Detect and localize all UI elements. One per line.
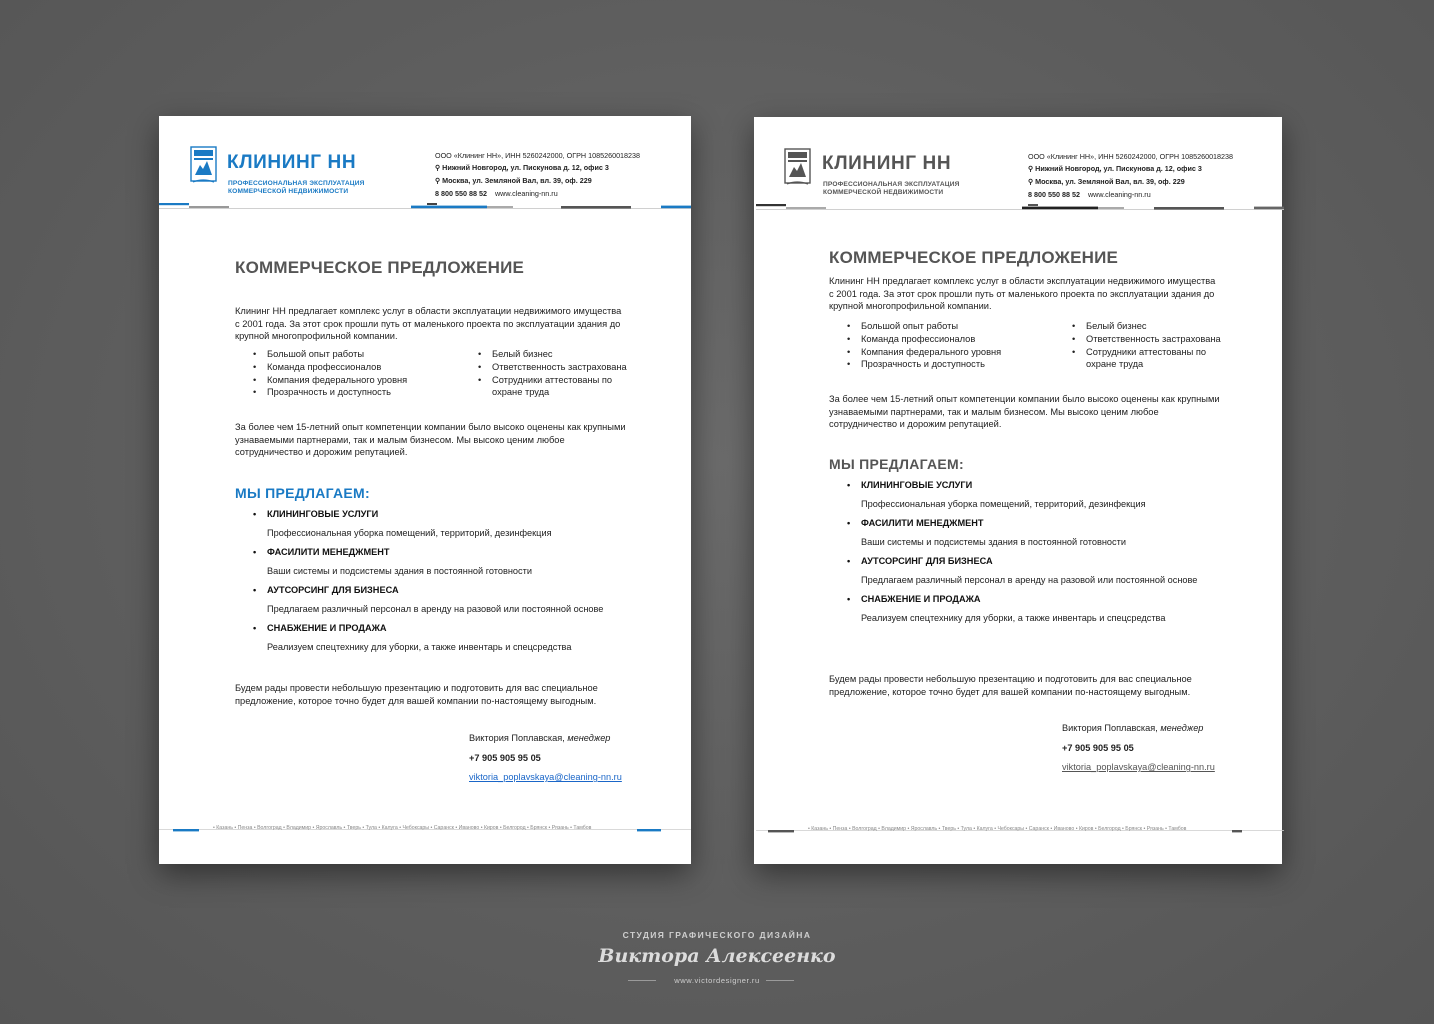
document-title: КОММЕРЧЕСКОЕ ПРЕДЛОЖЕНИЕ xyxy=(235,258,525,277)
experience-line: узнаваемыми партнерами, так и малым бизнесом. Мы высоко ценим любое xyxy=(829,406,1159,417)
studio-url: www.victordesigner.ru xyxy=(674,976,760,985)
studio-caption: СТУДИЯ ГРАФИЧЕСКОГО ДИЗАЙНА xyxy=(622,930,812,940)
closing-line: предложение, которое точно будет для вашей компании по-настоящему выгодным. xyxy=(235,695,597,706)
letterhead-sheet-grayscale xyxy=(754,117,1282,864)
offer-description: Предлагаем различный персонал в аренду на разовой или постоянной основе xyxy=(861,575,1198,585)
footer-cities: • Казань • Пенза • Волгоград • Владимир • Ярославль • Тверь • Тула • Калуга • Чебоксары • Саранск • Иваново • Киров • Белгород • Брянск • Рязань • Тамбов xyxy=(808,826,1187,832)
offer-title: • КЛИНИНГОВЫЕ УСЛУГИ xyxy=(251,509,671,522)
offer-description: Реализуем спецтехнику для уборки, а также инвентарь и спецсредства xyxy=(861,613,1166,623)
company-requisites-block xyxy=(1028,151,1278,201)
signer-name: Виктория Поплавская, xyxy=(469,733,565,743)
list-item: • Белый бизнес xyxy=(1070,320,1221,333)
offer-title: • АУТСОРСИНГ ДЛЯ БИЗНЕСА xyxy=(845,556,1265,569)
tagline-line: КОММЕРЧЕСКОЙ НЕДВИЖИМОСТИ xyxy=(228,188,349,195)
address-nn: Нижний Новгород, ул. Пискунова д. 12, офис 3 xyxy=(1035,164,1202,173)
company-requisites-block xyxy=(435,150,685,200)
intro-line: крупной многопрофильной компании. xyxy=(829,301,992,312)
location-pin-icon: ⚲ xyxy=(1028,166,1034,173)
experience-line: узнаваемыми партнерами, так и малым бизнесом. Мы высоко ценим любое xyxy=(235,434,565,445)
signer-role: менеджер xyxy=(567,733,611,743)
requisites-line: ООО «Клининг НН», ИНН 5260242000, ОГРН 1085260018238 xyxy=(1028,152,1234,161)
divider xyxy=(766,980,794,981)
experience-paragraph xyxy=(235,421,665,459)
intro-paragraph xyxy=(829,275,1259,313)
address-msk: Москва, ул. Земляной Вал, вл. 39, оф. 229 xyxy=(1035,177,1185,186)
experience-line: сотрудничество и дорожим репутацией. xyxy=(235,447,408,458)
offer-title: • АУТСОРСИНГ ДЛЯ БИЗНЕСА xyxy=(251,585,671,598)
offer-title: • СНАБЖЕНИЕ И ПРОДАЖА xyxy=(251,623,671,636)
closing-line: предложение, которое точно будет для вашей компании по-настоящему выгодным. xyxy=(829,686,1191,697)
signer-role: менеджер xyxy=(1160,723,1204,733)
signer-email-link[interactable]: viktoria_poplavskaya@cleaning-nn.ru xyxy=(469,772,622,782)
location-pin-icon: ⚲ xyxy=(435,165,441,172)
list-item: • Сотрудники аттестованы по xyxy=(1070,346,1221,359)
offer-description: Ваши системы и подсистемы здания в постоянной готовности xyxy=(267,566,532,576)
experience-paragraph xyxy=(829,393,1259,431)
brand-name: КЛИНИНГ НН xyxy=(227,152,357,173)
intro-paragraph xyxy=(235,305,665,343)
signature-block xyxy=(1062,723,1215,782)
signature-block xyxy=(469,733,622,792)
list-item: • Ответственность застрахована xyxy=(1070,333,1221,346)
intro-line: с 2001 года. За этот срок прошли путь от маленького проекта по эксплуатации здания до xyxy=(235,318,621,329)
offer-title: • ФАСИЛИТИ МЕНЕДЖМЕНТ xyxy=(845,518,1265,531)
offer-description: Профессиональная уборка помещений, территорий, дезинфекция xyxy=(861,499,1146,509)
header-stripes xyxy=(754,203,1286,215)
tagline-line: ПРОФЕССИОНАЛЬНАЯ ЭКСПЛУАТАЦИЯ xyxy=(823,181,960,188)
requisites-line: ООО «Клининг НН», ИНН 5260242000, ОГРН 1085260018238 xyxy=(435,151,641,160)
list-item: • Команда профессионалов xyxy=(845,333,1001,346)
tagline-line: КОММЕРЧЕСКОЙ НЕДВИЖИМОСТИ xyxy=(823,189,944,196)
brand-tagline xyxy=(823,181,973,197)
experience-line: сотрудничество и дорожим репутацией. xyxy=(829,419,1002,430)
experience-line: За более чем 15-летний опыт компетенции компании было высоко оценены как крупными xyxy=(829,394,1220,404)
experience-line: За более чем 15-летний опыт компетенции компании было высоко оценены как крупными xyxy=(235,422,626,432)
list-item: • Компания федерального уровня xyxy=(845,346,1001,359)
list-item: • Большой опыт работы xyxy=(251,348,407,361)
offers-list xyxy=(845,480,1265,632)
signer-email-link[interactable]: viktoria_poplavskaya@cleaning-nn.ru xyxy=(1062,762,1215,772)
offer-title: • СНАБЖЕНИЕ И ПРОДАЖА xyxy=(845,594,1265,607)
closing-paragraph xyxy=(235,682,665,707)
offer-description: Предлагаем различный персонал в аренду на разовой или постоянной основе xyxy=(267,604,604,614)
location-pin-icon: ⚲ xyxy=(1028,179,1034,186)
company-site: www.cleaning-nn.ru xyxy=(494,189,558,198)
list-item: • Большой опыт работы xyxy=(845,320,1001,333)
intro-line: с 2001 года. За этот срок прошли путь от маленького проекта по эксплуатации здания до xyxy=(829,288,1215,299)
company-site: www.cleaning-nn.ru xyxy=(1087,190,1151,199)
offer-title: • КЛИНИНГОВЫЕ УСЛУГИ xyxy=(845,480,1265,493)
signer-phone: +7 905 905 95 05 xyxy=(1062,742,1134,753)
address-msk: Москва, ул. Земляной Вал, вл. 39, оф. 229 xyxy=(442,176,592,185)
signer-name: Виктория Поплавская, xyxy=(1062,723,1158,733)
list-item: • Команда профессионалов xyxy=(251,361,407,374)
location-pin-icon: ⚲ xyxy=(435,178,441,185)
list-item: • Ответственность застрахована xyxy=(476,361,627,374)
intro-line: Клининг НН предлагает комплекс услуг в области эксплуатации недвижимого имущества xyxy=(235,306,622,316)
offer-description: Ваши системы и подсистемы здания в постоянной готовности xyxy=(861,537,1126,547)
list-item: • Сотрудники аттестованы по xyxy=(476,374,627,387)
closing-line: Будем рады провести небольшую презентацию и подготовить для вас специальное xyxy=(235,683,598,693)
address-nn: Нижний Новгород, ул. Пискунова д. 12, офис 3 xyxy=(442,163,609,172)
document-title: КОММЕРЧЕСКОЕ ПРЕДЛОЖЕНИЕ xyxy=(829,248,1119,267)
list-item: • Прозрачность и доступность xyxy=(251,386,407,399)
closing-paragraph xyxy=(829,673,1259,698)
brand-tagline xyxy=(228,180,378,196)
list-item-continuation: охране труда xyxy=(1086,359,1144,370)
offers-heading: МЫ ПРЕДЛАГАЕМ: xyxy=(235,485,370,501)
studio-signature-logo: Виктора Алексеенко xyxy=(598,945,836,967)
brand-name: КЛИНИНГ НН xyxy=(822,153,952,174)
closing-line: Будем рады провести небольшую презентацию и подготовить для вас специальное xyxy=(829,674,1192,684)
list-item: • Белый бизнес xyxy=(476,348,627,361)
building-deer-emblem-icon xyxy=(784,147,811,187)
offers-list xyxy=(251,509,671,661)
list-item: • Прозрачность и доступность xyxy=(845,358,1001,371)
tagline-line: ПРОФЕССИОНАЛЬНАЯ ЭКСПЛУАТАЦИЯ xyxy=(228,180,365,187)
offer-description: Профессиональная уборка помещений, территорий, дезинфекция xyxy=(267,528,552,538)
letterhead-sheet-color xyxy=(159,116,691,864)
header-stripes xyxy=(159,202,691,214)
offer-title: • ФАСИЛИТИ МЕНЕДЖМЕНТ xyxy=(251,547,671,560)
company-phone: 8 800 550 88 52 xyxy=(435,189,487,198)
intro-line: Клининг НН предлагает комплекс услуг в области эксплуатации недвижимого имущества xyxy=(829,276,1216,286)
building-deer-emblem-icon xyxy=(190,145,217,185)
footer-cities: • Казань • Пенза • Волгоград • Владимир • Ярославль • Тверь • Тула • Калуга • Чебоксары • Саранск • Иваново • Киров • Белгород • Брянск • Рязань • Тамбов xyxy=(213,825,592,831)
signer-phone: +7 905 905 95 05 xyxy=(469,752,541,763)
list-item-continuation: охране труда xyxy=(492,387,550,398)
list-item: • Компания федерального уровня xyxy=(251,374,407,387)
offers-heading: МЫ ПРЕДЛАГАЕМ: xyxy=(829,456,964,472)
offer-description: Реализуем спецтехнику для уборки, а также инвентарь и спецсредства xyxy=(267,642,572,652)
company-phone: 8 800 550 88 52 xyxy=(1028,190,1080,199)
intro-line: крупной многопрофильной компании. xyxy=(235,331,398,342)
